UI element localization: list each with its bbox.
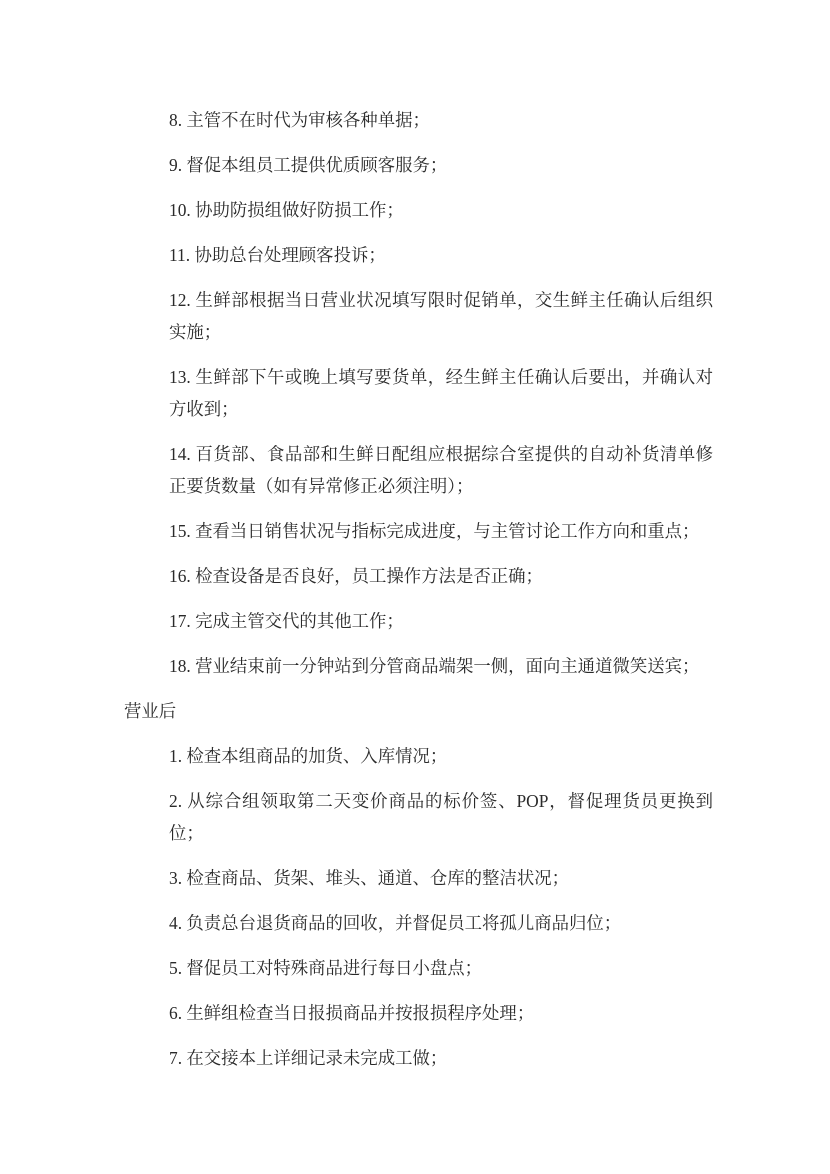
list-item-line: 1. 检查本组商品的加货、入库情况； — [169, 746, 448, 766]
list-item — [0, 104, 830, 136]
list-item — [0, 284, 830, 348]
list-item-line: 11. 协助总台处理顾客投诉； — [169, 245, 386, 265]
list-item-line: 4. 负责总台退货商品的回收，并督促员工将孤儿商品归位； — [169, 913, 622, 933]
list-item — [0, 438, 830, 502]
section-heading: 营业后 — [124, 701, 177, 721]
list-item-line: 10. 协助防损组做好防损工作； — [169, 200, 404, 220]
list-item — [0, 149, 830, 181]
list-item — [0, 1042, 830, 1074]
list-item-line: 方收到； — [169, 399, 239, 419]
list-item-line: 正要货数量（如有异常修正必须注明）； — [169, 476, 474, 496]
list-item-line: 15. 查看当日销售状况与指标完成进度，与主管讨论工作方向和重点； — [169, 521, 700, 541]
list-item — [0, 997, 830, 1029]
list-item-line: 6. 生鲜组检查当日报损商品并按报损程序处理； — [169, 1003, 535, 1023]
list-item-line: 8. 主管不在时代为审核各种单据； — [169, 110, 430, 130]
list-item — [0, 515, 830, 547]
list-item-line: 14. 百货部、食品部和生鲜日配组应根据综合室提供的自动补货清单修 — [169, 444, 713, 464]
list-item — [0, 605, 830, 637]
document-body — [0, 104, 830, 1087]
list-item-line: 18. 营业结束前一分钟站到分管商品端架一侧，面向主通道微笑送宾； — [169, 656, 700, 676]
list-item-line: 17. 完成主管交代的其他工作； — [169, 611, 404, 631]
list-item-line: 实施； — [169, 322, 222, 342]
list-item — [0, 560, 830, 592]
list-item — [0, 740, 830, 772]
list-item-line: 2. 从综合组领取第二天变价商品的标价签、POP，督促理货员更换到 — [169, 791, 713, 811]
list-item — [0, 194, 830, 226]
list-item-line: 13. 生鲜部下午或晚上填写要货单，经生鲜主任确认后要出，并确认对 — [169, 367, 713, 387]
list-item-line: 7. 在交接本上详细记录未完成工做； — [169, 1048, 448, 1068]
list-item-line: 5. 督促员工对特殊商品进行每日小盘点； — [169, 958, 483, 978]
list-item — [0, 785, 830, 849]
list-item — [0, 952, 830, 984]
list-item-line: 16. 检查设备是否良好，员工操作方法是否正确； — [169, 566, 543, 586]
list-item-line: 12. 生鲜部根据当日营业状况填写限时促销单，交生鲜主任确认后组织 — [169, 290, 713, 310]
list-item — [0, 361, 830, 425]
list-item — [0, 650, 830, 682]
list-item-line: 位； — [169, 823, 204, 843]
list-item — [0, 907, 830, 939]
list-item — [0, 239, 830, 271]
list-item — [0, 862, 830, 894]
list-item-line: 9. 督促本组员工提供优质顾客服务； — [169, 155, 448, 175]
list-item-line: 3. 检查商品、货架、堆头、通道、仓库的整洁状况； — [169, 868, 569, 888]
